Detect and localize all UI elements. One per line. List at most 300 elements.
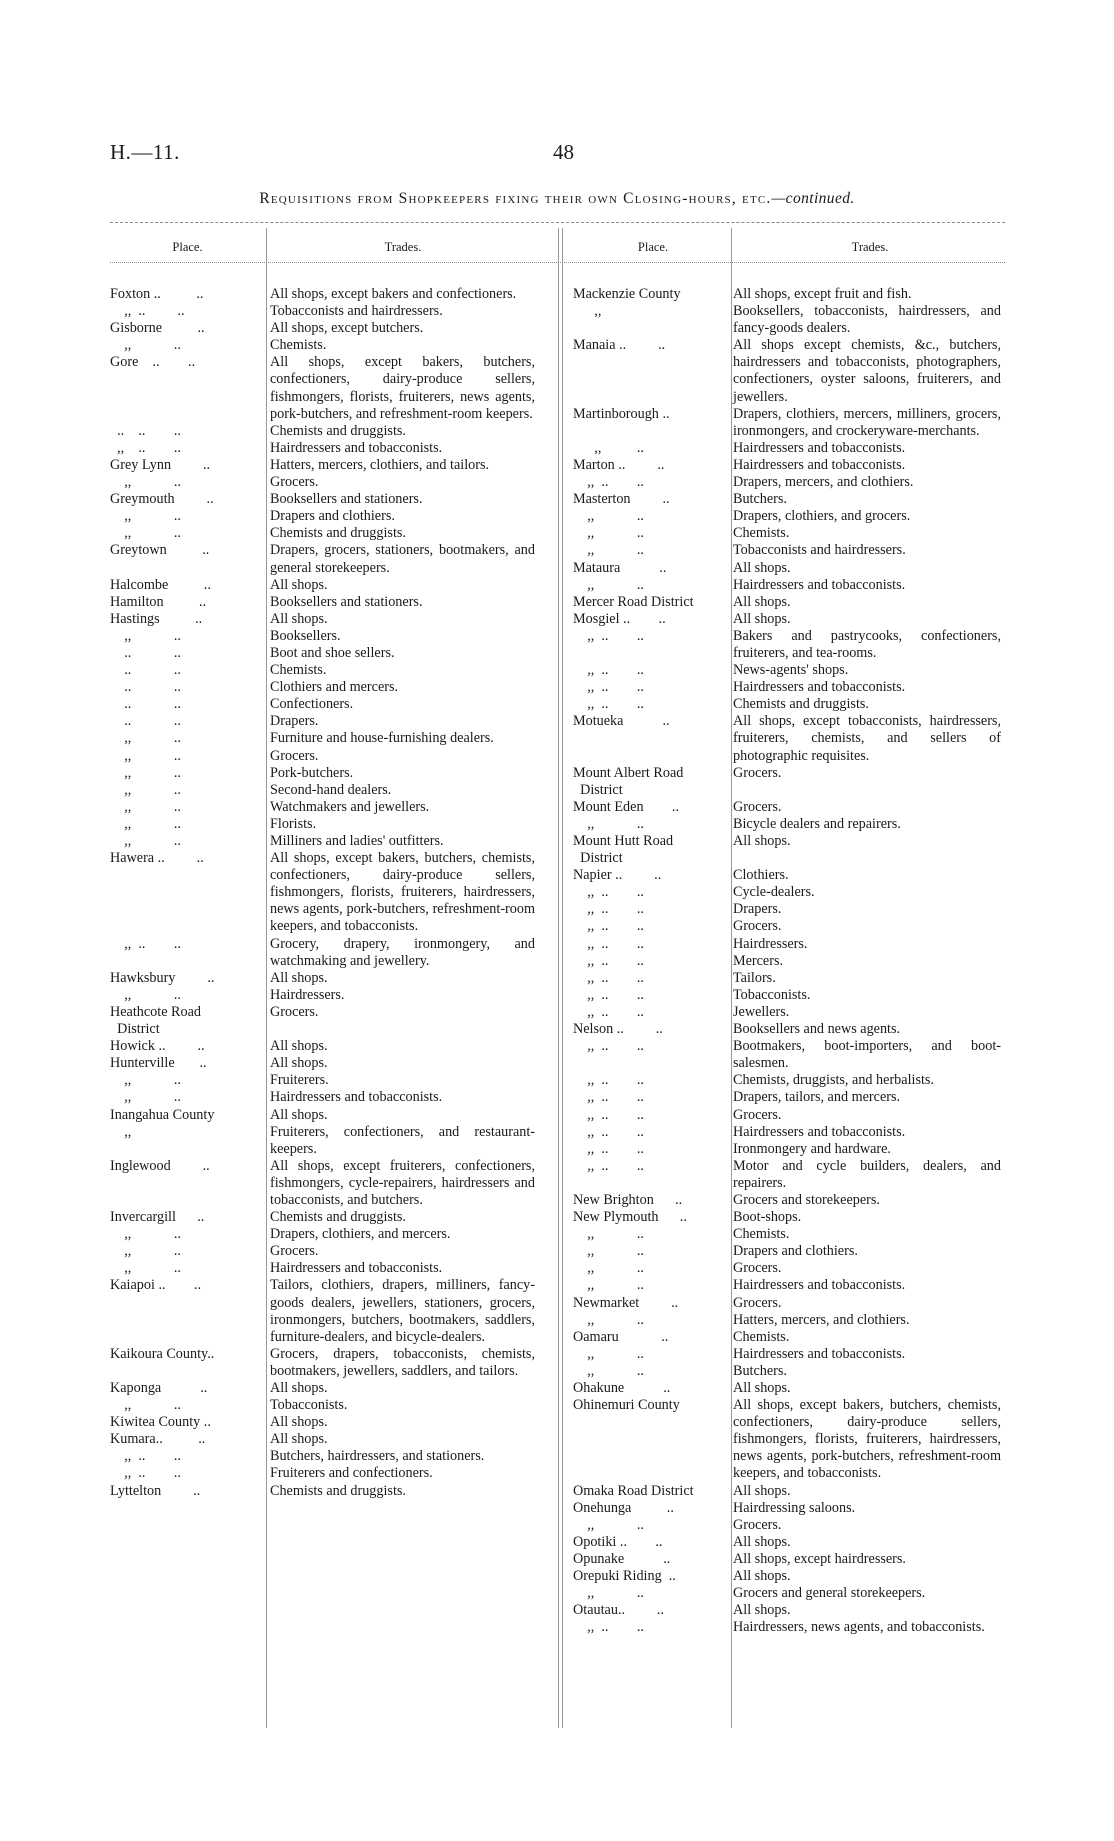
table-row (573, 936, 1001, 953)
place-cell: ,, .. .. (573, 935, 644, 952)
table-row (110, 1072, 535, 1089)
place-cell: ,, .. (573, 542, 644, 559)
trades-cell: Motor and cycle builders, dealers, and repairers. (733, 1157, 1001, 1191)
place-cell: Opotiki .. .. (573, 1533, 663, 1550)
trades-cell: Drapers, clothiers, mercers, milliners, grocers, ironmongers, and crockeryware-merchants. (733, 405, 1001, 439)
trades-cell: Tailors. (733, 969, 776, 986)
trades-cell: Chemists and druggists. (733, 696, 869, 713)
trades-cell: Drapers, clothiers, and grocers. (733, 508, 911, 525)
place-cell: ,, .. (110, 730, 181, 747)
table-row (573, 1312, 1001, 1329)
table-row (573, 1329, 1001, 1346)
place-cell: ,, .. (573, 1260, 644, 1277)
table-row (573, 1380, 1001, 1397)
trades-cell: All shops. (733, 1482, 791, 1499)
trades-cell: Hairdressers and tobacconists. (733, 576, 906, 593)
trades-cell: All shops, except fruiterers, confectioners, fishmongers, cycle-repairers, hairdressers and tobacconists, and butchers. (270, 1157, 535, 1208)
table-row (573, 1585, 1001, 1602)
trades-cell: Grocers. (733, 764, 782, 781)
trades-cell: Fruiterers, confectioners, and restaurant-keepers. (270, 1123, 535, 1157)
trades-cell: Chemists, druggists, and herbalists. (733, 1072, 934, 1089)
place-cell: ,, .. (573, 1585, 644, 1602)
place-cell: ,, .. .. (110, 1448, 181, 1465)
trades-cell: Hairdressers and tobacconists. (733, 456, 906, 473)
table-row (110, 354, 535, 422)
place-cell: Halcombe .. (110, 576, 211, 593)
trades-cell: All shops. (733, 1568, 791, 1585)
column-header-place-right: Place. (637, 240, 669, 254)
header-rule-top (110, 222, 1005, 223)
place-cell: Inangahua County (110, 1106, 215, 1123)
trades-cell: Hatters, mercers, clothiers, and tailors. (270, 456, 490, 473)
place-cell: ,, .. .. (573, 1072, 644, 1089)
table-row (110, 850, 535, 935)
table-row (573, 303, 1001, 337)
table-row (573, 918, 1001, 935)
place-cell: Otautau.. .. (573, 1602, 665, 1619)
place-cell: ,, .. (573, 1345, 644, 1362)
trades-cell: Drapers, grocers, stationers, bootmakers, and general storekeepers. (270, 542, 535, 576)
place-cell: ,, .. .. (573, 918, 644, 935)
place-cell: ,, .. .. (110, 1465, 181, 1482)
trades-cell: Fruiterers. (270, 1072, 329, 1089)
trades-cell: Boot-shops. (733, 1209, 802, 1226)
place-cell: ,, .. .. (573, 662, 644, 679)
trades-cell: All shops. (733, 593, 791, 610)
place-cell: Kumara.. .. (110, 1431, 206, 1448)
trades-cell: Butchers, hairdressers, and stationers. (270, 1448, 485, 1465)
trades-cell: Tobacconists. (270, 1397, 348, 1414)
place-cell: Gisborne .. (110, 320, 205, 337)
table-row (110, 337, 535, 354)
trades-cell: Booksellers and stationers. (270, 491, 423, 508)
place-cell: Kiwitea County .. (110, 1414, 211, 1431)
trades-cell: Hairdressers and tobacconists. (733, 1277, 906, 1294)
table-row (110, 748, 535, 765)
place-cell: ,, .. .. (573, 1619, 644, 1636)
place-cell: ,, .. .. (573, 1157, 644, 1174)
table-row (573, 867, 1001, 884)
trades-cell: All shops. (733, 1380, 791, 1396)
trades-cell: Grocers. (733, 1516, 782, 1533)
table-row (573, 1072, 1001, 1089)
place-cell: ,, .. (573, 576, 644, 593)
place-cell: ,, .. (110, 1089, 181, 1106)
trades-cell: Hairdressers and tobacconists. (733, 1123, 906, 1140)
place-cell: ,, .. (573, 1243, 644, 1260)
trades-cell: Clothiers and mercers. (270, 679, 399, 696)
place-cell: Heathcote Road District (110, 1003, 201, 1038)
page-number: 48 (553, 140, 574, 164)
place-cell: Ohakune .. (573, 1380, 671, 1396)
table-row (110, 1431, 535, 1448)
table-row (110, 987, 535, 1004)
place-cell: Napier .. .. (573, 867, 662, 884)
place-cell: ,, .. (573, 815, 644, 832)
table-row (573, 970, 1001, 987)
trades-cell: Second-hand dealers. (270, 781, 392, 798)
table-row (110, 1124, 535, 1158)
place-cell: Greytown .. (110, 542, 210, 559)
table-row (573, 1038, 1001, 1072)
table-row (110, 816, 535, 833)
trades-cell: All shops. (270, 1106, 328, 1123)
trades-cell: Grocers. (270, 1243, 319, 1260)
trades-cell: Grocers. (733, 1294, 782, 1311)
table-row (573, 1226, 1001, 1243)
column-header-trades-left: Trades. (384, 240, 422, 254)
place-cell: ,, .. (110, 1243, 181, 1260)
place-cell: Hunterville .. (110, 1055, 207, 1072)
table-row (110, 662, 535, 679)
place-cell: ,, .. (110, 525, 181, 542)
place-cell: ,, .. .. (110, 303, 185, 320)
table-row (573, 1363, 1001, 1380)
trades-cell: Jewellers. (733, 1003, 790, 1020)
place-cell: ,, .. (573, 1516, 644, 1533)
table-row (573, 1277, 1001, 1294)
table-row (110, 1243, 535, 1260)
table-row (573, 901, 1001, 918)
trades-cell: Hairdressing saloons. (733, 1499, 856, 1516)
place-cell: ,, .. (573, 439, 644, 456)
table-row (110, 320, 535, 337)
trades-cell: Grocers. (733, 1260, 782, 1277)
table-row (573, 713, 1001, 764)
trades-cell: Hairdressers and tobacconists. (270, 439, 443, 456)
trades-cell: All shops. (270, 969, 328, 986)
table-row (110, 1346, 535, 1380)
right-table (573, 286, 1001, 1636)
table-row (573, 1602, 1001, 1619)
trades-cell: Hairdressers. (733, 935, 808, 952)
trades-cell: Mercers. (733, 952, 784, 969)
trades-cell: Hairdressers and tobacconists. (270, 1089, 443, 1106)
table-row (573, 679, 1001, 696)
trades-cell: All shops, except fruit and fish. (733, 286, 912, 302)
table-row (573, 611, 1001, 628)
trades-cell: Chemists. (733, 525, 790, 542)
place-cell: Motueka .. (573, 713, 670, 730)
table-row (110, 1107, 535, 1124)
trades-cell: Grocers and storekeepers. (733, 1191, 880, 1208)
trades-cell: Chemists. (270, 337, 327, 354)
trades-cell: Grocers. (270, 1003, 319, 1020)
place-cell: .. .. .. (110, 422, 181, 439)
table-row (573, 525, 1001, 542)
place-cell: ,, .. .. (573, 884, 644, 901)
trades-cell: Pork-butchers. (270, 764, 354, 781)
trades-cell: Grocers and general storekeepers. (733, 1585, 926, 1602)
table-row (110, 457, 535, 474)
table-row (573, 577, 1001, 594)
table-row (110, 542, 535, 576)
table-row (573, 1141, 1001, 1158)
table-row (573, 1124, 1001, 1141)
trades-cell: Fruiterers and confectioners. (270, 1465, 433, 1482)
place-cell: ,, .. .. (573, 696, 644, 713)
column-divider-center-2 (562, 228, 563, 1728)
trades-cell: Chemists. (733, 1226, 790, 1243)
title-continued: —continued. (771, 190, 855, 207)
place-cell: ,, .. (110, 764, 181, 781)
table-row (573, 816, 1001, 833)
table-row (573, 508, 1001, 525)
trades-cell: Milliners and ladies' outfitters. (270, 833, 444, 849)
trades-cell: Florists. (270, 815, 317, 832)
trades-cell: All shops, except bakers, butchers, chemists, confectioners, dairy-produce sellers, fishmongers, florists, fruiterers, hairdressers, news agents, pork-butchers, refreshment-room keepers, and tobacconists. (733, 1397, 1001, 1482)
place-cell: New Brighton .. (573, 1191, 683, 1208)
place-cell: ,, .. (573, 1311, 644, 1328)
place-cell: .. .. (110, 696, 181, 713)
place-cell: ,, .. (110, 815, 181, 832)
trades-cell: Furniture and house-furnishing dealers. (270, 730, 494, 747)
place-cell: ,, .. .. (573, 969, 644, 986)
place-cell: ,, .. .. (110, 935, 181, 952)
table-row (110, 303, 535, 320)
trades-cell: All shops. (270, 1380, 328, 1396)
table-row (573, 884, 1001, 901)
place-cell: ,, (110, 1123, 132, 1140)
place-cell: Mataura .. (573, 559, 667, 576)
table-row (110, 1397, 535, 1414)
trades-cell: Hairdressers and tobacconists. (733, 679, 906, 696)
place-cell: Mount Hutt Road District (573, 833, 674, 867)
trades-cell: Hairdressers, news agents, and tobacconists. (733, 1619, 985, 1636)
table-row (110, 594, 535, 611)
place-cell: ,, .. (573, 525, 644, 542)
table-row (110, 525, 535, 542)
table-row (110, 1483, 535, 1500)
table-row (110, 1004, 535, 1038)
table-row (573, 542, 1001, 559)
page-title (0, 190, 1114, 208)
trades-cell: Hairdressers and tobacconists. (270, 1260, 443, 1277)
trades-cell: All shops. (270, 1055, 328, 1072)
table-row (573, 337, 1001, 405)
table-row (110, 936, 535, 970)
place-cell: ,, .. (573, 1226, 644, 1243)
trades-cell: All shops. (733, 1533, 791, 1550)
place-cell: Mackenzie County (573, 286, 681, 302)
place-cell: ,, .. .. (573, 1123, 644, 1140)
table-row (573, 286, 1001, 303)
trades-cell: Bakers and pastrycooks, confectioners, fruiterers, and tea-rooms. (733, 627, 1001, 661)
place-cell: Mercer Road District (573, 593, 694, 610)
trades-cell: Booksellers and stationers. (270, 593, 423, 610)
place-cell: Foxton .. .. (110, 286, 204, 302)
trades-cell: Bootmakers, boot-importers, and boot-salesmen. (733, 1038, 1001, 1072)
place-cell: ,, .. (110, 337, 181, 354)
place-cell: ,, .. .. (573, 901, 644, 918)
table-row (573, 1568, 1001, 1585)
table-row (110, 1038, 535, 1055)
place-cell: Hastings .. (110, 610, 203, 627)
trades-cell: All shops, except tobacconists, hairdressers, fruiterers, chemists, and sellers of photographic requisites. (733, 713, 1001, 764)
trades-cell: Watchmakers and jewellers. (270, 798, 430, 815)
trades-cell: Ironmongery and hardware. (733, 1140, 891, 1157)
place-cell: ,, .. (110, 798, 181, 815)
place-cell: ,, .. (110, 1072, 181, 1089)
place-cell: Omaka Road District (573, 1482, 694, 1499)
trades-cell: All shops, except butchers. (270, 320, 424, 337)
table-row (573, 1551, 1001, 1568)
trades-cell: All shops. (733, 1602, 791, 1619)
place-cell: Lyttelton .. (110, 1482, 201, 1499)
trades-cell: Tobacconists and hairdressers. (733, 542, 906, 559)
table-row (573, 765, 1001, 799)
place-cell: Masterton .. (573, 491, 670, 508)
table-row (110, 799, 535, 816)
place-cell: Marton .. .. (573, 456, 665, 473)
trades-cell: Hatters, mercers, and clothiers. (733, 1311, 910, 1328)
place-cell: ,, .. (110, 781, 181, 798)
table-row (573, 1158, 1001, 1192)
trades-cell: News-agents' shops. (733, 662, 849, 679)
table-row (110, 491, 535, 508)
table-row (573, 1517, 1001, 1534)
table-row (573, 1192, 1001, 1209)
place-cell: Gore .. .. (110, 354, 196, 371)
place-cell: ,, .. .. (573, 1089, 644, 1106)
place-cell: ,, .. (573, 508, 644, 525)
place-cell: ,, .. (110, 1226, 181, 1243)
place-cell: Mosgiel .. .. (573, 610, 666, 627)
trades-cell: All shops, except bakers, butchers, confectioners, dairy-produce sellers, fishmongers, florists, fruiterers, news agents, pork-butchers, and refreshment-room keepers. (270, 354, 535, 422)
place-cell: Inglewood .. (110, 1157, 210, 1174)
table-row (110, 1209, 535, 1226)
table-row (573, 1209, 1001, 1226)
table-row (110, 645, 535, 662)
place-cell: New Plymouth .. (573, 1209, 687, 1226)
trades-cell: Grocers. (733, 1106, 782, 1123)
place-cell: ,, (573, 303, 602, 320)
place-cell: ,, .. (573, 1277, 644, 1294)
trades-cell: All shops. (270, 1431, 328, 1448)
table-row (573, 696, 1001, 713)
trades-cell: All shops. (270, 1414, 328, 1431)
table-row (110, 1380, 535, 1397)
table-row (573, 474, 1001, 491)
table-row (110, 1089, 535, 1106)
table-row (573, 987, 1001, 1004)
trades-cell: All shops. (270, 576, 328, 593)
trades-cell: Butchers. (733, 491, 787, 508)
table-row (573, 1500, 1001, 1517)
trades-cell: Butchers. (733, 1362, 787, 1379)
table-row (573, 1021, 1001, 1038)
table-row (573, 953, 1001, 970)
place-cell: ,, .. (110, 508, 181, 525)
trades-cell: Grocers. (733, 918, 782, 935)
trades-cell: All shops. (270, 610, 328, 627)
table-row (573, 1534, 1001, 1551)
place-cell: Greymouth .. (110, 491, 214, 508)
place-cell: Opunake .. (573, 1550, 671, 1567)
table-row (573, 406, 1001, 440)
place-cell: ,, .. .. (573, 986, 644, 1003)
trades-cell: Drapers. (270, 713, 319, 730)
place-cell: ,, .. .. (573, 952, 644, 969)
table-row (110, 970, 535, 987)
place-cell: Martinborough .. (573, 405, 670, 422)
table-row (573, 628, 1001, 662)
place-cell: ,, .. .. (573, 1038, 644, 1055)
table-row (573, 1004, 1001, 1021)
table-row (110, 833, 535, 850)
place-cell: ,, .. .. (573, 474, 644, 491)
place-cell: .. .. (110, 679, 181, 696)
trades-cell: Drapers and clothiers. (270, 508, 395, 525)
place-cell: ,, .. .. (573, 679, 644, 696)
trades-cell: Boot and shoe sellers. (270, 644, 395, 661)
trades-cell: All shops. (733, 833, 791, 849)
place-cell: Invercargill .. (110, 1209, 205, 1226)
trades-cell: Booksellers, tobacconists, hairdressers, and fancy-goods dealers. (733, 303, 1001, 337)
trades-cell: All shops, except bakers and confectioners. (270, 286, 517, 302)
table-row (573, 1243, 1001, 1260)
place-cell: ,, .. (110, 747, 181, 764)
trades-cell: Booksellers. (270, 627, 341, 644)
trades-cell: Drapers and clothiers. (733, 1243, 858, 1260)
place-cell: Nelson .. .. (573, 1021, 663, 1038)
trades-cell: Clothiers. (733, 867, 789, 884)
place-cell: Hamilton .. (110, 593, 207, 610)
table-row (110, 730, 535, 747)
trades-cell: Chemists. (270, 662, 327, 679)
table-row (573, 1107, 1001, 1124)
place-cell: ,, .. (110, 1397, 181, 1414)
place-cell: Hawera .. .. (110, 850, 204, 867)
table-row (573, 1619, 1001, 1636)
trades-cell: Grocery, drapery, ironmongery, and watchmaking and jewellery. (270, 935, 535, 969)
table-row (110, 765, 535, 782)
table-row (110, 679, 535, 696)
trades-cell: Tobacconists and hairdressers. (270, 303, 443, 320)
column-header-trades-right: Trades. (851, 240, 889, 254)
place-cell: Kaikoura County.. (110, 1345, 215, 1362)
place-cell: ,, .. (110, 833, 181, 849)
table-row (573, 594, 1001, 611)
place-cell: ,, .. (110, 627, 181, 644)
column-header-place-left: Place. (172, 240, 203, 254)
table-row (110, 1055, 535, 1072)
trades-cell: Grocers, drapers, tobacconists, chemists, bootmakers, jewellers, saddlers, and tailors. (270, 1345, 535, 1379)
trades-cell: Booksellers and news agents. (733, 1021, 901, 1038)
table-row (573, 1397, 1001, 1482)
trades-cell: All shops except chemists, &c., butchers, hairdressers and tobacconists, photographers, confectioners, oyster saloons, fruiterers, and jewellers. (733, 337, 1001, 405)
table-row (573, 1089, 1001, 1106)
table-row (110, 1277, 535, 1345)
trades-cell: Hairdressers and tobacconists. (733, 1345, 906, 1362)
table-row (110, 508, 535, 525)
title-main: Requisitions from Shopkeepers fixing their own Closing-hours, etc. (259, 190, 772, 207)
table-row (110, 474, 535, 491)
place-cell: Hawksbury .. (110, 969, 215, 986)
trades-cell: Chemists and druggists. (270, 422, 406, 439)
table-row (573, 1483, 1001, 1500)
place-cell: ,, .. (110, 1260, 181, 1277)
place-cell: .. .. (110, 713, 181, 730)
place-cell: .. .. (110, 662, 181, 679)
trades-cell: Grocers. (270, 474, 319, 491)
place-cell: Onehunga .. (573, 1499, 674, 1516)
document-code: H.—11. (110, 140, 180, 164)
trades-cell: All shops. (270, 1038, 328, 1055)
table-row (573, 1295, 1001, 1312)
left-table (110, 286, 535, 1500)
table-row (110, 1448, 535, 1465)
